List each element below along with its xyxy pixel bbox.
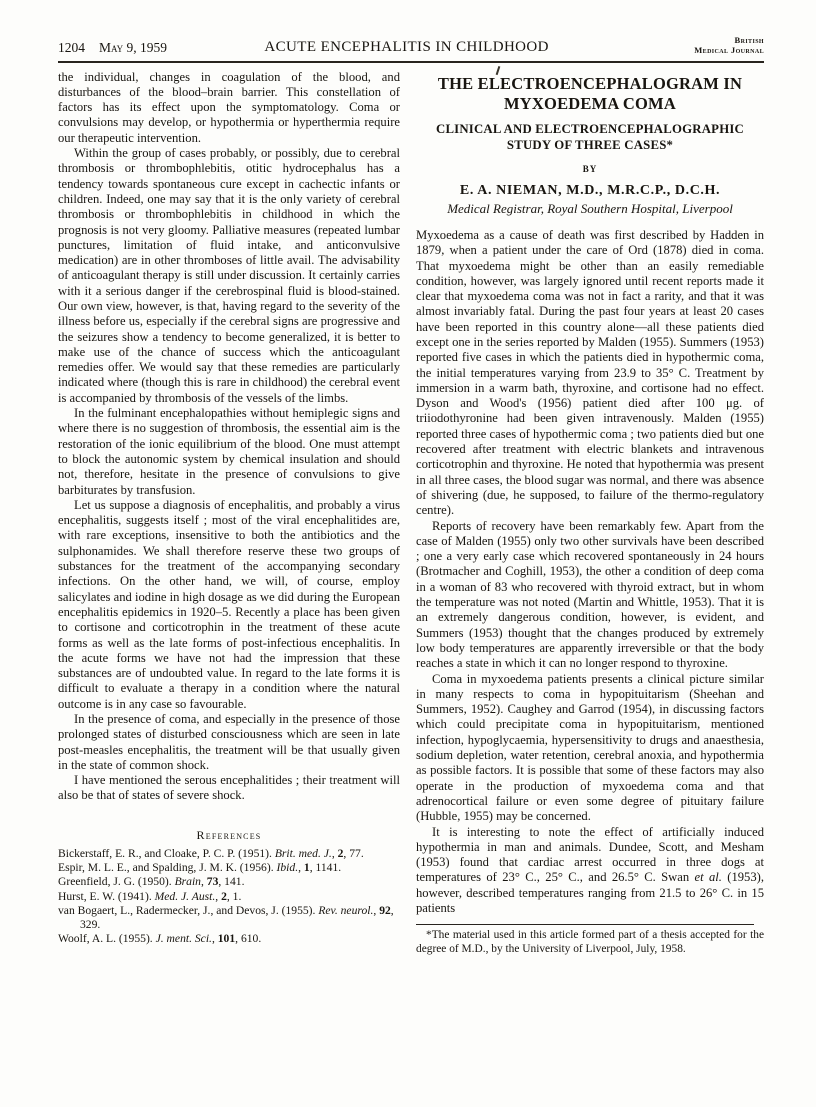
references-section xyxy=(58,828,400,947)
references-heading: References xyxy=(196,827,262,842)
author-name: E. A. NIEMAN, M.D., M.R.C.P., D.C.H. xyxy=(459,183,721,199)
body-paragraph: the individual, changes in coagulation of the blood, and disturbances of the blood–brain barrier. This constellation of factors has its effect upon the symptomatology. Coma or convulsions may develop, or hypothermia or hyperthermia require our therapeutic intervention. xyxy=(58,69,400,145)
reference-entry: Bickerstaff, E. R., and Cloake, P. C. P. (1951). Brit. med. J., 2, 77. xyxy=(58,846,364,860)
left-column xyxy=(58,70,400,968)
body-paragraph: Myxoedema as a cause of death was first described by Hadden in 1879, when a patient under the care of Ord (1878) died in coma. That myxoedema might be other than an easily remediable condition, however, was largely ignored until recent reports made it clear that myxoedema coma was not in fact a rarity, and that it was almost invariably fatal. During the past four years at least 20 cases have been reported in this country alone—all these patients died except one in the series reported by Malden (1955). Summers (1953) reported five cases in which the patients died in hypothermic coma, the initial temperatures varying from 23.9 to 35° C. Treatment by immersion in a warm bath, thyroxine, and cortisone had no effect. Dyson and Wood's (1956) patient died after 100 μg. of triiodothyronine had been given intravenously. Malden (1955) reported three cases of hypothermic coma ; two patients died but one recovered after treatment with electric blankets and intravenous corticotrophin and thyroxine. He noted that hypothermia was present in all three cases, the blood sugar was normal, and there was absence of shivering (due, he supposed, to failure of the thermo-regulatory centre). xyxy=(416,227,764,518)
article-footnote: *The material used in this article formed part of a thesis accepted for the degree of M.D., by the University of Liverpool, July, 1958. xyxy=(416,929,764,955)
page-header xyxy=(58,0,764,63)
reference-entry: Hurst, E. W. (1941). Med. J. Aust., 2, 1. xyxy=(58,889,242,903)
reference-entry: Woolf, A. L. (1955). J. ment. Sci., 101, 610. xyxy=(58,932,262,946)
page-number: 1204 xyxy=(58,39,85,55)
body-paragraph: In the fulminant encephalopathies without hemiplegic signs and where there is no suggestion of thrombosis, the essential aim is the restoration of the ionic equilibrium of the blood. One must attempt to block the autonomic system by chemical insulation and should not, therefore, hesitate in the presence of convulsions to give barbiturates by transfusion. xyxy=(58,406,400,497)
body-paragraph: Within the group of cases probably, or possibly, due to cerebral thrombosis or thrombophlebitis, otitic hydrocephalus has a tendency towards spontaneous cure except in cachectic infants or children. Indeed, one may say that it is the only variety of cerebral thrombosis or thrombophlebitis in childhood in which the prognosis is not very gloomy. Palliative measures (repeated lumbar punctures, limitation of fluid intake, and anticonvulsive medication) are in other thromboses of little avail. The advisability of anticoagulant therapy is still under discussion. It certainly carries with it a serious danger if the cerebrospinal fluid is blood-stained. Our own view, however, is that, having regard to the severity of the illness before us, especially if the cerebral signs are progressive and the seizures show a tendency to become generalized, it is better to make use of the chance of success which the anticoagulant remedies offer. We would say that these remedies are particularly indicated where (though this is rare in childhood) the cerebral event is accompanied by thrombosis of the vessels of the limbs. xyxy=(58,146,400,405)
author-affiliation: Medical Registrar, Royal Southern Hospital, Liverpool xyxy=(447,200,733,216)
article-title: THE ELECTROENCEPHALOGRAM IN MYXOEDEMA COMA xyxy=(437,73,743,113)
body-paragraph: Coma in myxoedema patients presents a clinical picture similar in many respects to coma in hypopituitarism (Sheehan and Summers, 1952). Caughey and Garrod (1954), in discussing factors which could precipitate coma in hypopituitarism, mentioned infection, hypoglycaemia, hypersensitivity to drugs and anaesthesia, sodium depletion, water retention, cerebral anoxia, and hypothermia as possible factors. It is possible that some of these factors may also operate in the production of myxoedema coma and that adrenocortical failure or even some degree of pituitary failure (Hubble, 1955) may be concerned. xyxy=(416,671,764,824)
article-subtitle: CLINICAL AND ELECTROENCEPHALOGRAPHIC STUDY OF THREE CASES* xyxy=(436,121,744,153)
footnote-separator xyxy=(416,924,754,925)
journal-name-line2: Medical Journal xyxy=(694,44,764,55)
body-paragraph: In the presence of coma, and especially in the presence of those prolonged states of disturbed consciousness which are seen in late post-measles encephalitis, the treatment will be that usually given in the state of common shock. xyxy=(58,712,400,772)
reference-entry: Espir, M. L. E., and Spalding, J. M. K. (1956). Ibid., 1, 1141. xyxy=(58,861,342,875)
body-paragraph: Reports of recovery have been remarkably few. Apart from the case of Malden (1955) only two other survivals have been described ; one a very early case which recovered spontaneously in 24 hours (Brotmacher and Coghill, 1953), the other a condition of deep coma in a woman of 83 who recovered with thyroid extract, but in whom the temperature was not noted (Martin and Whittle, 1953). That it is an extremely dangerous condition, however, is evident, and Summers (1953) thought that the changes produced by extremely low body temperatures are apparently irreversible or that the body reaches a state in which it can no longer respond to thyroxine. xyxy=(416,518,764,671)
body-paragraph: I have mentioned the serous encephalitides ; their treatment will also be that of states of severe shock. xyxy=(58,773,400,803)
body-paragraph: Let us suppose a diagnosis of encephalitis, and probably a virus encephalitis, suggests itself ; most of the viral encephalitides are, with rare exceptions, insensitive to both the antibiotics and the sulphonamides. We shall therefore reserve these two groups of substances for the treatment of the accompanying secondary infections. On the other hand, we will, of course, employ salicylates and iodine in high dosage as we did during the European encephalitis epidemics in 1920–5. Recently a place has been given to cortisone and corticotrophin in the treatment of these acute forms as well as the late forms of post-infectious encephalitis. In the acute forms we have not had the impression that these substances are of undoubted value. In regard to the late forms it is difficult to evaluate a therapy in a condition where the natural outcome is in any case so favourable. xyxy=(58,497,400,711)
body-paragraph: It is interesting to note the effect of artificially induced hypothermia in man and animals. Dundee, Scott, and Mesham (1953) found that cardiac arrest occurred in three dogs at temperatures of 23° C., 25° C., and 26.5° C. Swan et al. (1953), however, described temperatures ranging from 21.5 to 26° C. in 15 patients xyxy=(416,824,764,915)
reference-entry: Greenfield, J. G. (1950). Brain, 73, 141. xyxy=(58,875,245,889)
byline-label: BY xyxy=(582,164,598,175)
two-column-layout xyxy=(58,70,764,968)
article-header xyxy=(416,70,764,216)
reference-entry: van Bogaert, L., Radermecker, J., and Devos, J. (1955). Rev. neurol., 92, 329. xyxy=(58,903,394,931)
issue-date: May 9, 1959 xyxy=(99,39,168,55)
journal-name xyxy=(694,36,764,56)
article-body xyxy=(416,228,764,916)
right-column xyxy=(416,70,764,968)
page-number-and-date xyxy=(58,40,167,56)
running-title: ACUTE ENCEPHALITIS IN CHILDHOOD xyxy=(264,38,549,55)
journal-name-line1: British xyxy=(734,35,764,45)
